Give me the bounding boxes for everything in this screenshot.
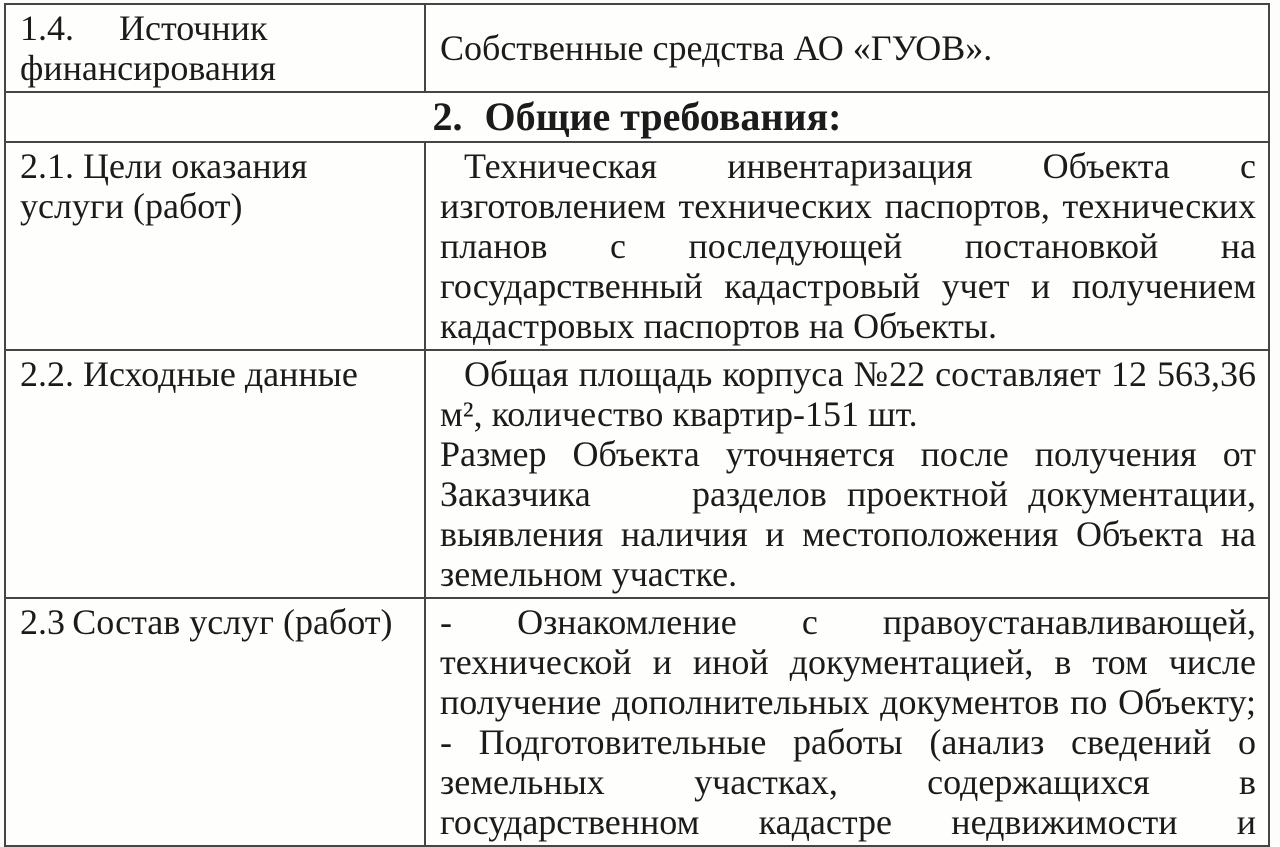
content-line: получение дополнительных документов по Объекту; bbox=[440, 682, 1256, 722]
content-line: выявления наличия и местоположения Объекта на bbox=[440, 514, 1256, 554]
row-content-cell bbox=[426, 351, 1268, 597]
content-line: - Подготовительные работы (анализ сведений о bbox=[440, 722, 1256, 762]
row-label-cell bbox=[6, 5, 426, 91]
section-header-row bbox=[6, 93, 1268, 143]
row-label-line: услуги (работ) bbox=[20, 186, 243, 226]
row-label-line: 2.2. Исходные данные bbox=[20, 354, 358, 394]
table-row bbox=[6, 351, 1268, 599]
row-label-line: 2.1. Цели оказания bbox=[20, 146, 308, 186]
content-line: Собственные средства АО «ГУОВ». bbox=[440, 28, 993, 68]
content-line: изготовлением технических паспортов, технических bbox=[440, 186, 1256, 226]
content-line: земельном участке. bbox=[440, 554, 738, 594]
content-line: технической и иной документацией, в том числе bbox=[440, 642, 1256, 682]
content-line: государственный кадастровый учет и получением bbox=[440, 266, 1256, 306]
content-line: земельных участках, содержащихся в bbox=[440, 762, 1256, 802]
paragraph bbox=[440, 28, 1256, 68]
content-line: м², количество квартир-151 шт. bbox=[440, 394, 918, 434]
content-line: Размер Объекта уточняется после получения от bbox=[440, 434, 1256, 474]
content-line: Общая площадь корпуса №22 составляет 12 563,36 bbox=[464, 354, 1256, 394]
content-line: кадастровых паспортов на Объекты. bbox=[440, 306, 998, 346]
paragraph bbox=[440, 722, 1256, 842]
content-line: Техническая инвентаризация Объекта с bbox=[464, 146, 1256, 186]
row-label-cell bbox=[6, 351, 426, 597]
row-label-line: 1.4. Источник bbox=[20, 8, 268, 48]
content-line: - Ознакомление с правоустанавливающей, bbox=[440, 602, 1256, 642]
paragraph bbox=[440, 602, 1256, 722]
section-number: 2. bbox=[432, 94, 463, 139]
row-content-cell bbox=[426, 143, 1268, 349]
row-label-line: финансирования bbox=[20, 48, 276, 88]
content-line: планов с последующей постановкой на bbox=[440, 226, 1256, 266]
row-label-cell bbox=[6, 599, 426, 845]
table-row bbox=[6, 599, 1268, 847]
row-content-cell bbox=[426, 5, 1268, 91]
paragraph bbox=[440, 354, 1256, 434]
row-label-line: 2.3 Состав услуг (работ) bbox=[20, 602, 393, 642]
table-row bbox=[6, 143, 1268, 351]
paragraph bbox=[440, 434, 1256, 594]
row-content-cell bbox=[426, 599, 1268, 845]
content-line: Заказчика разделов проектной документации, bbox=[440, 474, 1256, 514]
table-row bbox=[6, 5, 1268, 93]
spec-table bbox=[4, 3, 1270, 847]
section-title: Общие требования: bbox=[484, 94, 842, 139]
content-line: государственном кадастре недвижимости и bbox=[440, 802, 1256, 842]
row-label-cell bbox=[6, 143, 426, 349]
paragraph bbox=[440, 146, 1256, 346]
